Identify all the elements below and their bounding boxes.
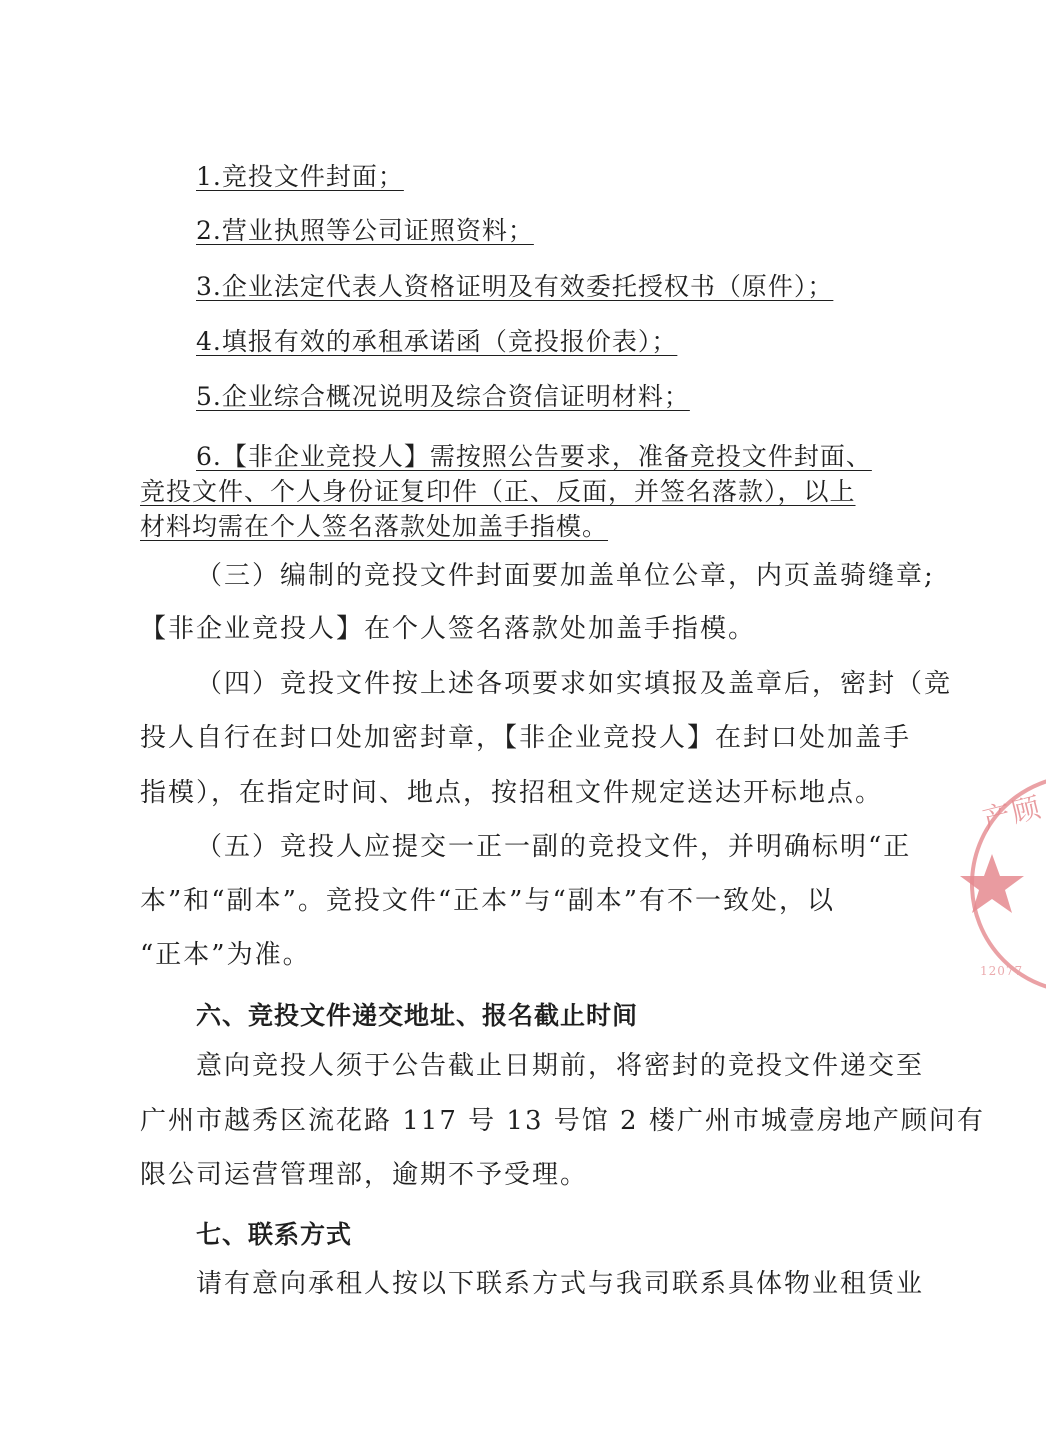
para-3-line-2: 【非企业竞投人】在个人签名落款处加盖手指模。 xyxy=(140,614,757,644)
para-5-line-3: “正本”为准。 xyxy=(140,940,311,970)
para-4-line-2: 投人自行在封口处加密封章，【非企业竞投人】在封口处加盖手 xyxy=(140,723,912,753)
para-3-line-1: （三）编制的竞投文件封面要加盖单位公章，内页盖骑缝章; xyxy=(196,561,935,591)
list-item-6-line-1: 6.【非企业竞投人】需按照公告要求，准备竞投文件封面、 xyxy=(196,442,872,471)
seal-text: 产顾 xyxy=(979,790,1046,837)
section-7-heading: 七、联系方式 xyxy=(196,1220,353,1249)
list-item-4: 4.填报有效的承租承诺函（竞投报价表）； xyxy=(196,327,678,356)
para-5-line-2: 本”和“副本”。竞投文件“正本”与“副本”有不一致处，以 xyxy=(140,886,836,916)
para-4-line-3: 指模），在指定时间、地点，按招租文件规定送达开标地点。 xyxy=(140,778,884,808)
list-item-3: 3.企业法定代表人资格证明及有效委托授权书（原件）； xyxy=(196,272,834,301)
list-item-1: 1.竞投文件封面； xyxy=(196,162,404,191)
seal-number: 12077 xyxy=(980,964,1024,978)
section-6-line-1: 意向竞投人须于公告截止日期前，将密封的竞投文件递交至 xyxy=(196,1051,925,1081)
list-item-5: 5.企业综合概况说明及综合资信证明材料； xyxy=(196,382,690,411)
section-7-line-1: 请有意向承租人按以下联系方式与我司联系具体物业租赁业 xyxy=(196,1269,925,1299)
para-5-line-1: （五）竞投人应提交一正一副的竞投文件，并明确标明“正 xyxy=(196,832,912,862)
list-item-6-line-2: 竞投文件、个人身份证复印件（正、反面，并签名落款），以上 xyxy=(140,477,856,506)
section-6-heading: 六、竞投文件递交地址、报名截止时间 xyxy=(196,1001,639,1030)
para-4-line-1: （四）竞投文件按上述各项要求如实填报及盖章后，密封（竞 xyxy=(196,669,953,699)
list-item-6-line-3: 材料均需在个人签名落款处加盖手指模。 xyxy=(140,512,609,541)
section-6-line-2: 广州市越秀区流花路 117 号 13 号馆 2 楼广州市城壹房地产顾问有 xyxy=(140,1106,985,1136)
company-seal xyxy=(962,772,1046,1002)
section-6-line-3: 限公司运营管理部，逾期不予受理。 xyxy=(140,1160,589,1190)
list-item-2: 2.营业执照等公司证照资料； xyxy=(196,216,534,245)
